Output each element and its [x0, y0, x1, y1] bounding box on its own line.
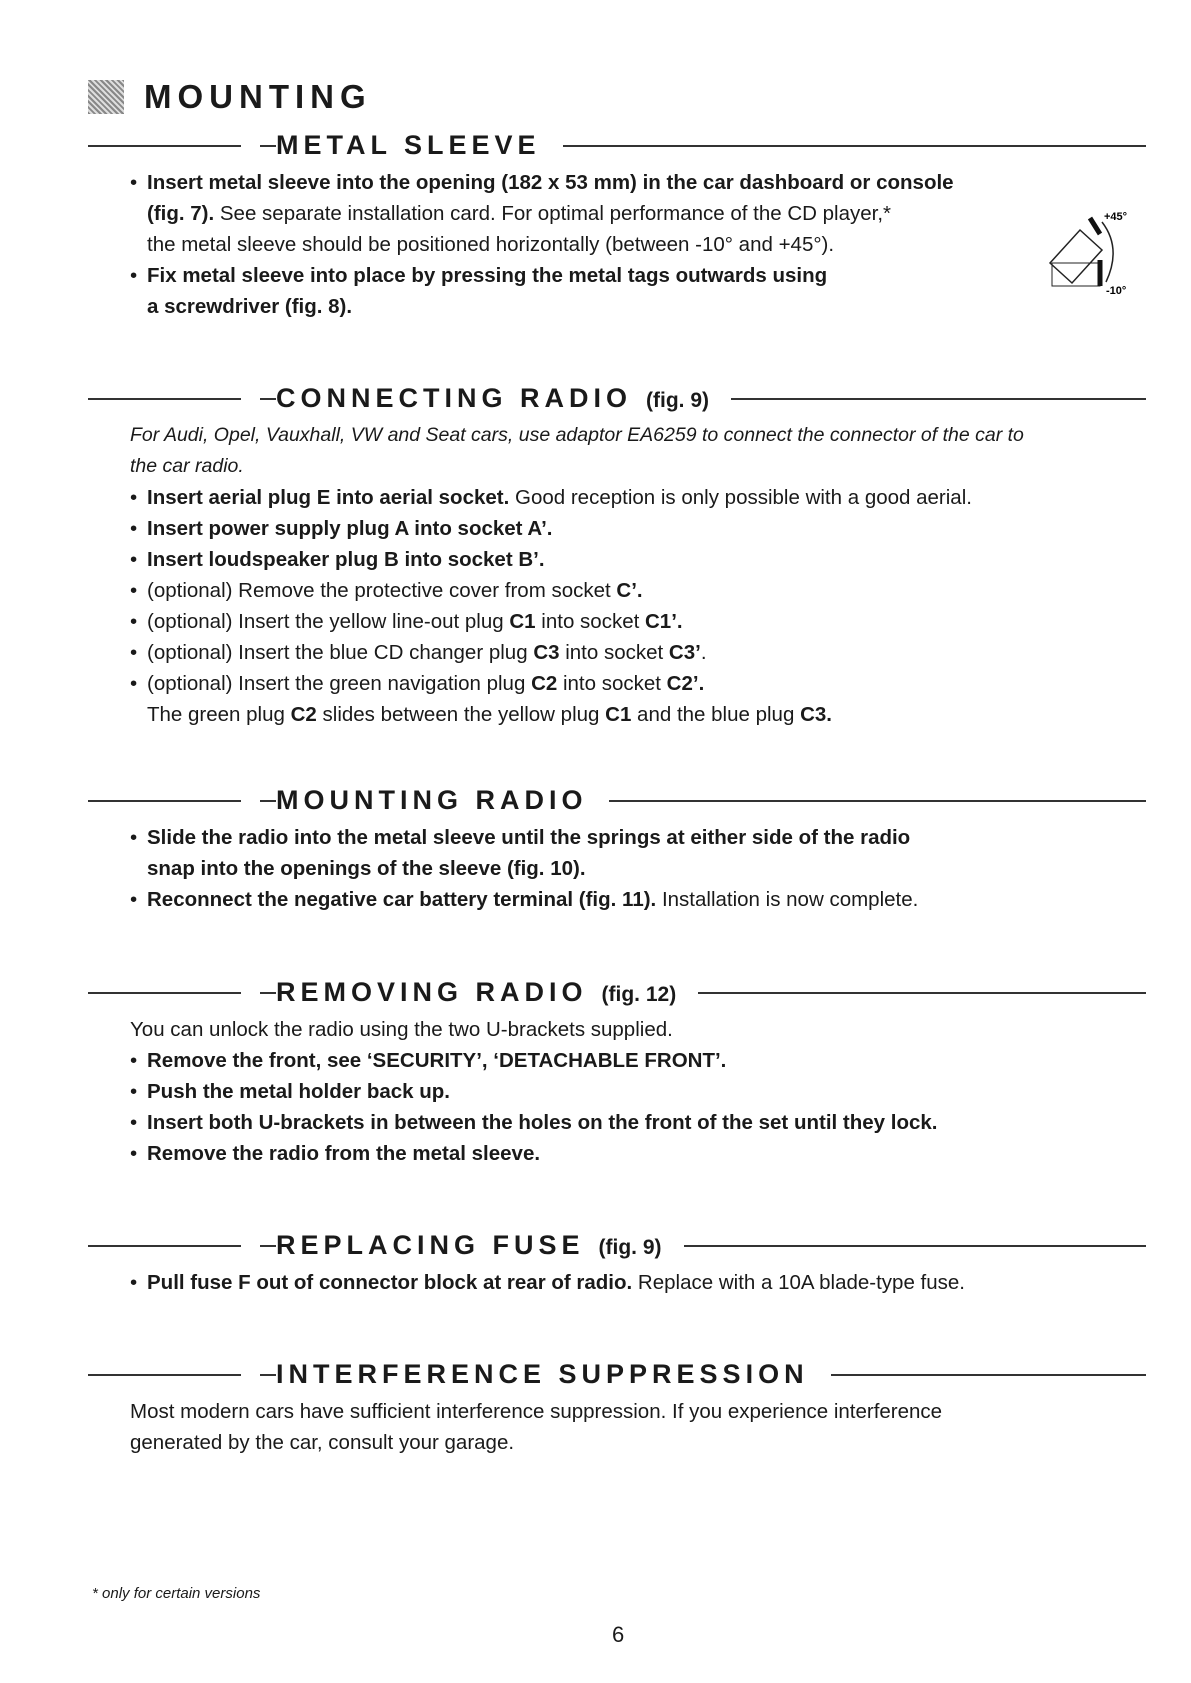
- heading-text: REMOVING RADIO: [276, 976, 588, 1007]
- bold-text: C2’.: [666, 672, 705, 695]
- rule-left: [88, 1245, 241, 1247]
- bold-text: C2: [290, 703, 317, 726]
- section-heading-row: [0, 1225, 1191, 1265]
- bullet-item: [0, 1107, 1191, 1138]
- section-replacing-fuse: [0, 1225, 1191, 1298]
- section-heading-row: [0, 972, 1191, 1012]
- bold-text: C2: [531, 672, 558, 695]
- bold-text: C1’.: [644, 610, 683, 633]
- bold-text: C1: [605, 703, 632, 726]
- bold-text: Push the metal holder back up.: [147, 1080, 451, 1103]
- bold-text: Reconnect the negative car battery terminal (fig. 11).: [147, 888, 657, 911]
- bold-text: Insert both U-brackets in between the holes on the front of the set until they lock.: [147, 1111, 938, 1134]
- section-heading: [276, 1230, 684, 1261]
- sleeve-tilted-shape: [1050, 230, 1102, 283]
- bold-text: Slide the radio into the metal sleeve until the springs at either side of the radio: [147, 826, 911, 849]
- section-heading-row: [0, 780, 1191, 820]
- text: the metal sleeve should be positioned horizontally (between -10° and +45°).: [147, 233, 835, 256]
- section-body: [0, 167, 1191, 322]
- section-mounting-radio: [0, 780, 1191, 915]
- bold-text: C1: [509, 610, 536, 633]
- sleeve-level-shape: [1052, 263, 1100, 286]
- text: Most modern cars have sufficient interference suppression. If you experience interference: [130, 1400, 943, 1423]
- bold-text: Insert loudspeaker plug B into socket B’.: [147, 548, 545, 571]
- text-line: [0, 853, 1191, 884]
- bullet-item: [0, 1045, 1191, 1076]
- text: You can unlock the radio using the two U-brackets supplied.: [130, 1018, 673, 1041]
- text-line: [0, 451, 1191, 482]
- bold-text: C’.: [616, 579, 643, 602]
- bullet-item: [0, 260, 1191, 291]
- bold-text: Remove the radio from the metal sleeve.: [147, 1142, 541, 1165]
- text: Installation is now complete.: [656, 888, 919, 911]
- text: (optional) Insert the blue CD changer plug: [147, 641, 534, 664]
- bold-text: Insert metal sleeve into the opening (182 x 53 mm) in the car dashboard or console: [147, 171, 954, 194]
- section-interference-suppression: [0, 1354, 1191, 1458]
- text-line: [0, 1427, 1191, 1458]
- bold-text: (fig. 7).: [147, 202, 215, 225]
- figure-reference: (fig. 9): [598, 1235, 662, 1259]
- section-heading: [276, 977, 698, 1008]
- text: (optional) Insert the yellow line-out plug: [147, 610, 510, 633]
- page-number: 6: [612, 1622, 625, 1647]
- bullet-item: [0, 668, 1191, 699]
- text: slides between the yellow plug: [316, 703, 606, 726]
- bold-text: snap into the openings of the sleeve (fig. 10).: [147, 857, 586, 880]
- text-line: [0, 699, 1191, 730]
- text: For Audi, Opel, Vauxhall, VW and Seat cars, use adaptor EA6259 to connect the connector of the car to: [130, 424, 1024, 446]
- rule-left: [88, 398, 241, 400]
- bold-text: Insert aerial plug E into aerial socket.: [147, 486, 510, 509]
- bullet-item: [0, 482, 1191, 513]
- section-marker-icon: [88, 80, 124, 114]
- bold-text: C3’: [668, 641, 701, 664]
- section-body: [0, 420, 1191, 730]
- text: and the blue plug: [631, 703, 801, 726]
- angle-lower-label: -10°: [1106, 285, 1127, 297]
- text-line: [0, 1396, 1191, 1427]
- footnote: * only for certain versions: [92, 1585, 261, 1602]
- rule-left: [88, 800, 241, 802]
- angle-arc: [1102, 222, 1113, 282]
- bold-text: Pull fuse F out of connector block at rear of radio.: [147, 1271, 633, 1294]
- mounting-angle-diagram: [1040, 208, 1130, 298]
- bullet-item: [0, 1076, 1191, 1107]
- bullet-item: [0, 575, 1191, 606]
- bold-text: a screwdriver (fig. 8).: [147, 295, 353, 318]
- page-title: [88, 76, 372, 118]
- text-line: [0, 291, 1191, 322]
- text: generated by the car, consult your garage.: [130, 1431, 515, 1454]
- text: the car radio.: [130, 455, 244, 477]
- title-text: MOUNTING: [144, 78, 372, 115]
- section-body: [0, 1014, 1191, 1169]
- section-heading: [276, 130, 563, 161]
- text: Good reception is only possible with a good aerial.: [509, 486, 972, 509]
- bold-text: Fix metal sleeve into place by pressing the metal tags outwards using: [147, 264, 828, 287]
- section-removing-radio: [0, 972, 1191, 1169]
- text: into socket: [535, 610, 645, 633]
- bold-text: Remove the front, see ‘SECURITY’, ‘DETACHABLE FRONT’.: [147, 1049, 727, 1072]
- text: Replace with a 10A blade-type fuse.: [632, 1271, 965, 1294]
- bullet-item: [0, 884, 1191, 915]
- bullet-item: [0, 1267, 1191, 1298]
- heading-text: CONNECTING RADIO: [276, 382, 632, 413]
- text: into socket: [557, 672, 667, 695]
- bullet-item: [0, 606, 1191, 637]
- section-heading-row: [0, 1354, 1191, 1394]
- bold-text: C3: [533, 641, 560, 664]
- figure-reference: (fig. 12): [601, 982, 677, 1006]
- heading-text: REPLACING FUSE: [276, 1229, 585, 1260]
- bullet-item: [0, 167, 1191, 198]
- bold-text: C3.: [800, 703, 832, 726]
- bullet-item: [0, 544, 1191, 575]
- text: The green plug: [147, 703, 291, 726]
- section-heading: [276, 1359, 831, 1390]
- bullet-item: [0, 513, 1191, 544]
- section-heading-row: [0, 125, 1191, 165]
- section-body: [0, 1267, 1191, 1298]
- bullet-item: [0, 637, 1191, 668]
- section-heading: [276, 383, 731, 414]
- text: (optional) Insert the green navigation plug: [147, 672, 532, 695]
- heading-text: METAL SLEEVE: [276, 129, 541, 160]
- section-body: [0, 1396, 1191, 1458]
- text: .: [700, 641, 707, 664]
- text: (optional) Remove the protective cover from socket: [147, 579, 617, 602]
- text-line: [0, 420, 1191, 451]
- rule-left: [88, 145, 241, 147]
- bullet-item: [0, 822, 1191, 853]
- rule-left: [88, 992, 241, 994]
- text: into socket: [559, 641, 669, 664]
- text-line: [0, 1014, 1191, 1045]
- figure-reference: (fig. 9): [646, 388, 709, 412]
- text-line: [0, 229, 1191, 260]
- section-metal-sleeve: [0, 125, 1191, 322]
- text: See separate installation card. For optimal performance of the CD player,*: [214, 202, 892, 225]
- section-body: [0, 822, 1191, 915]
- bold-text: Insert power supply plug A into socket A’.: [147, 517, 553, 540]
- section-heading: [276, 785, 609, 816]
- bullet-item: [0, 1138, 1191, 1169]
- section-connecting-radio: [0, 378, 1191, 730]
- rule-left: [88, 1374, 241, 1376]
- heading-text: INTERFERENCE SUPPRESSION: [276, 1358, 809, 1389]
- angle-upper-label: +45°: [1104, 211, 1128, 223]
- text-line: [0, 198, 1191, 229]
- section-heading-row: [0, 378, 1191, 418]
- heading-text: MOUNTING RADIO: [276, 784, 588, 815]
